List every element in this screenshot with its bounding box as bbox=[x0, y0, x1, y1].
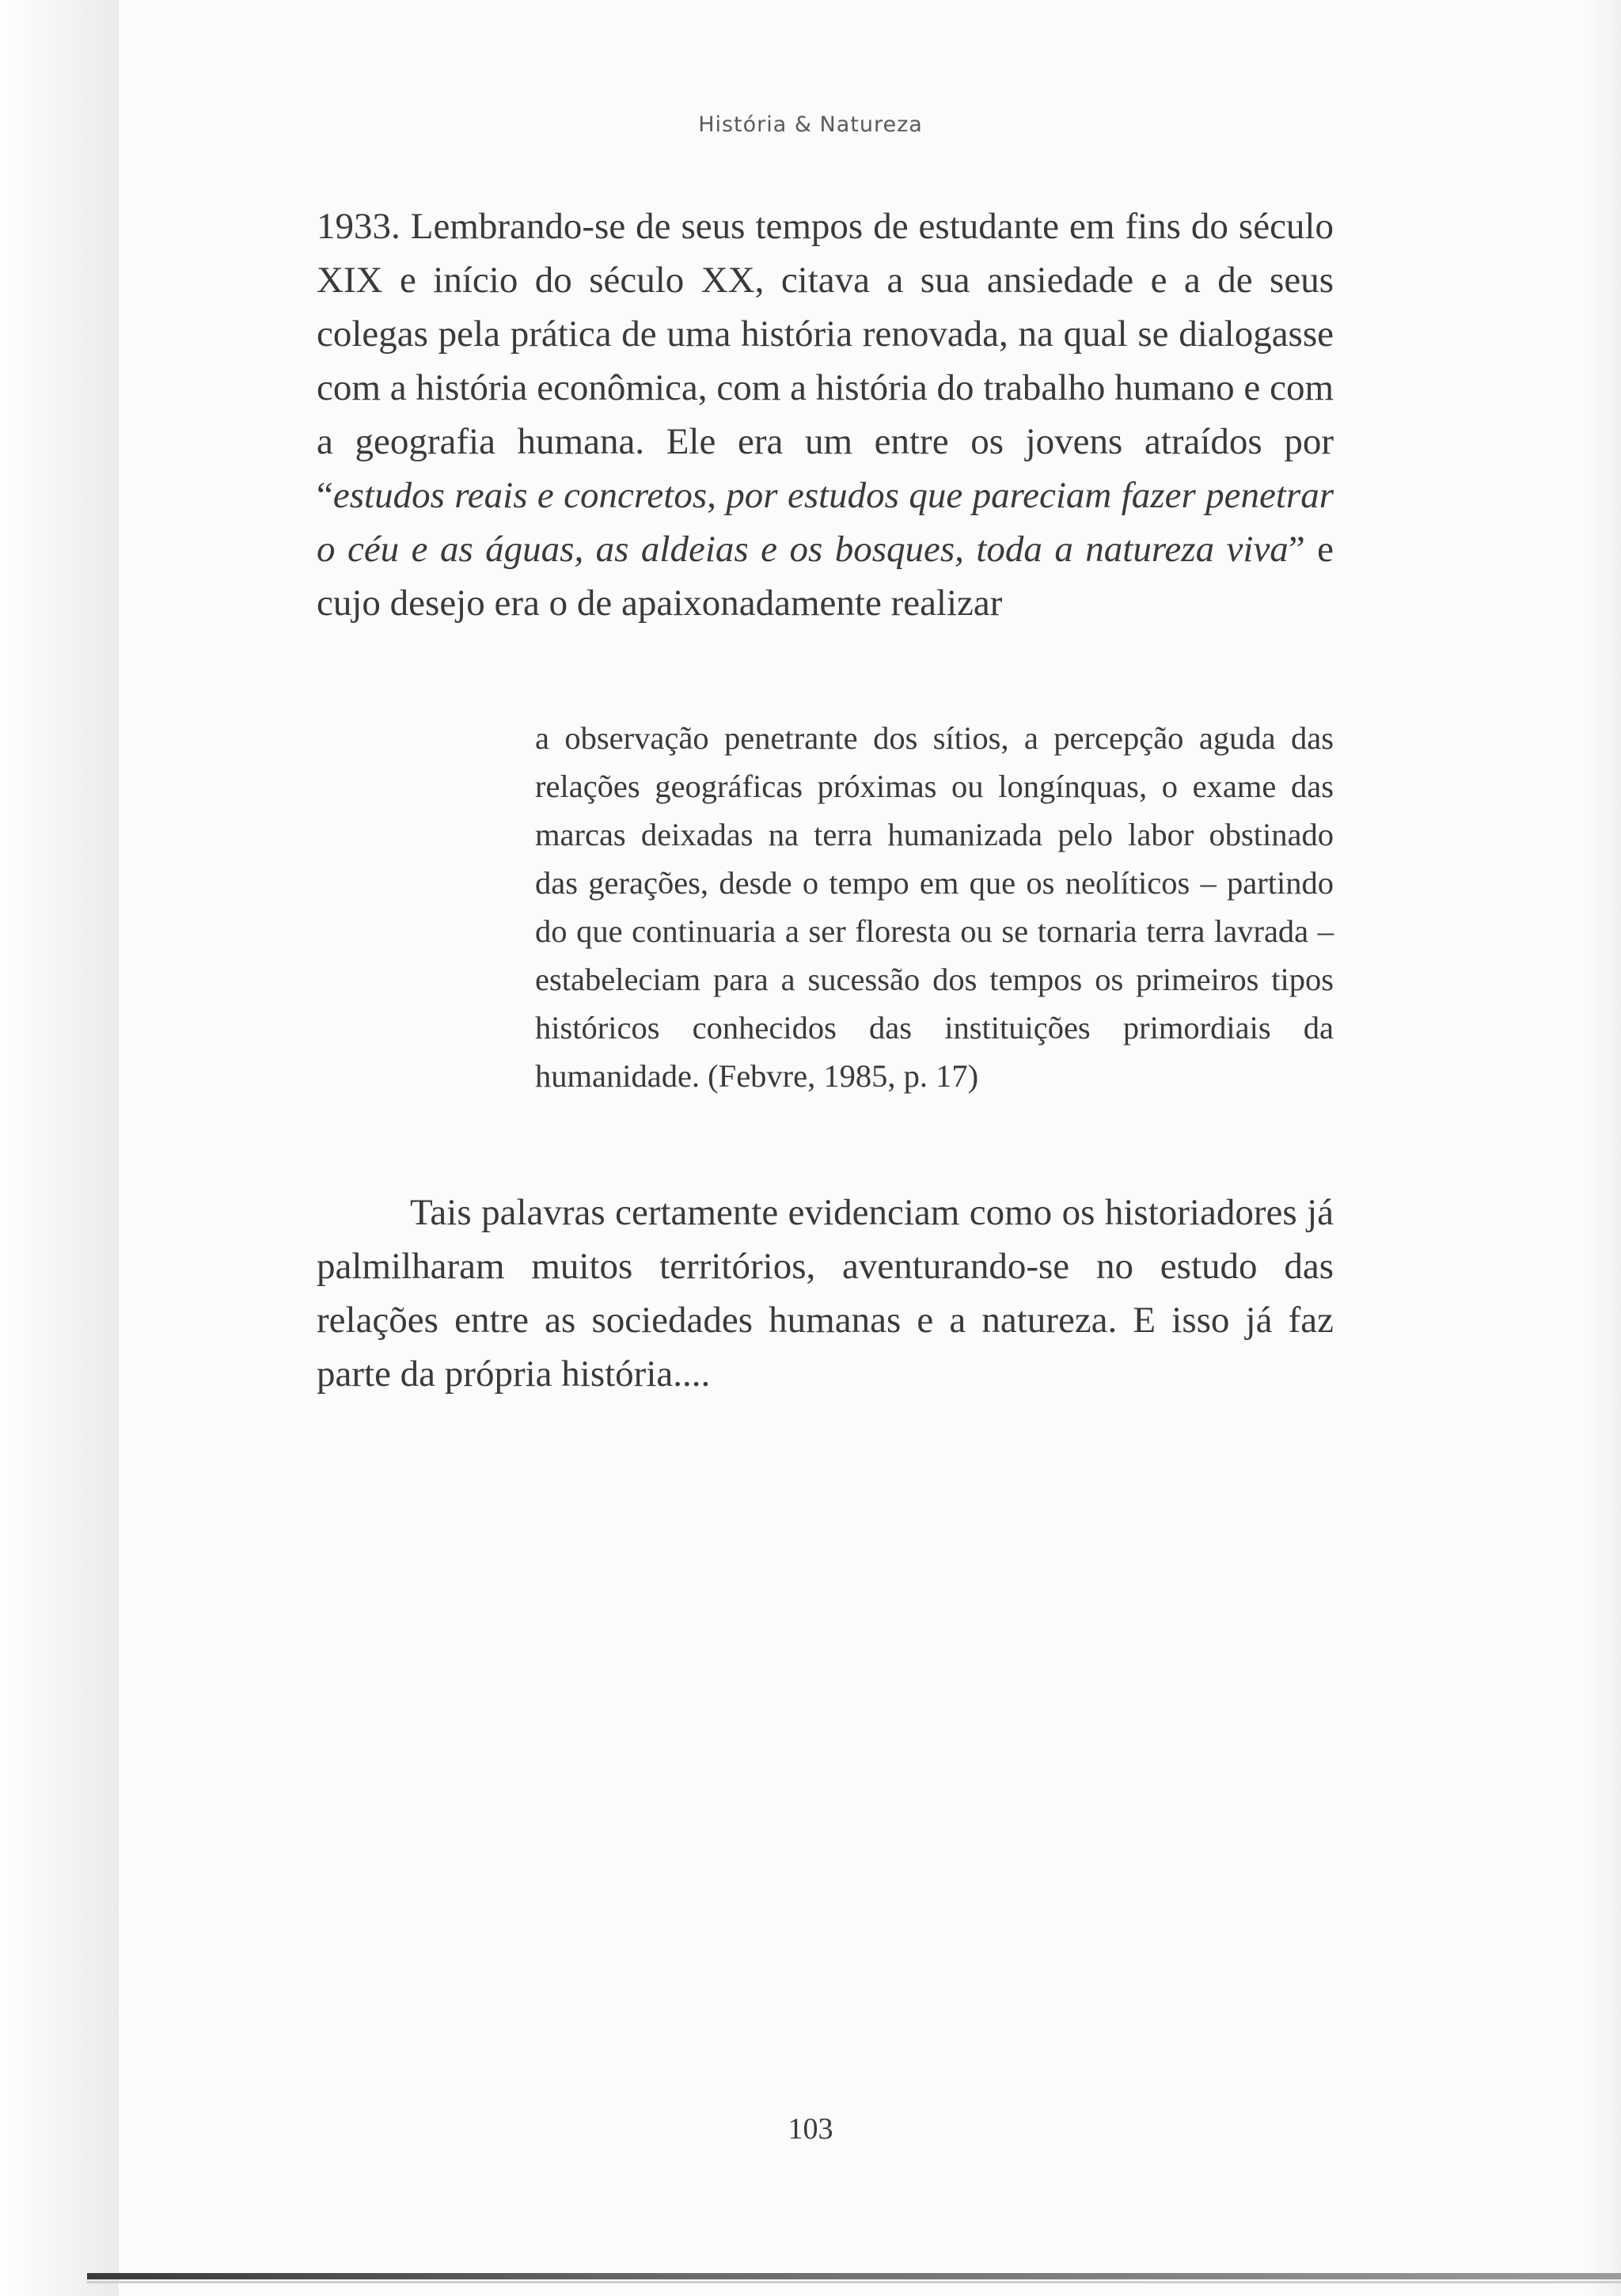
block-quote: a observação penetrante dos sítios, a percepção aguda das relações geográficas próximas ou longínquas, o exame das marcas deixadas na terra humanizada pelo labor obstinado das gerações, desde o tempo em que os neolíticos – partindo do que continuaria a ser floresta ou se tornaria terra lavrada – estabeleciam para a sucessão dos tempos os primeiros tipos históricos conhecidos das instituições primordiais da humanidade. (Febvre, 1985, p. 17) bbox=[535, 720, 1334, 1094]
paragraph-1-intro: 1933. Lembrando-se de seus tempos de estudante em fins do século XIX e início do século XX, citava a sua ansiedade e a de seus colegas pela prática de uma história renovada, na qual se dialogasse com a história econômica, com a história do trabalho humano e com a geografia humana. Ele era um entre os jovens atraídos por “ bbox=[317, 206, 1334, 516]
paragraph-1 bbox=[317, 199, 1334, 630]
scan-bottom-edge bbox=[87, 2273, 1621, 2279]
scan-left-shadow bbox=[0, 0, 119, 2296]
scan-bottom-edge-shadow bbox=[87, 2281, 1621, 2283]
page-number: 103 bbox=[788, 2112, 833, 2146]
scan-right-shadow bbox=[1589, 0, 1621, 2296]
paragraph-1-outro: ” e cujo desejo era o de apaixonadamente realizar bbox=[317, 529, 1334, 624]
running-head: História & Natureza bbox=[698, 112, 923, 137]
paragraph-1-italic-quote: estudos reais e concretos, por estudos que pareciam fazer penetrar o céu e as águas, as aldeias e os bosques, toda a natureza viva bbox=[317, 475, 1334, 570]
paragraph-2: Tais palavras certamente evidenciam como os historiadores já palmilharam muitos territórios, aventurando-se no estudo das relações entre as sociedades humanas e a natureza. E isso já faz parte da própria história.... bbox=[317, 1192, 1334, 1395]
